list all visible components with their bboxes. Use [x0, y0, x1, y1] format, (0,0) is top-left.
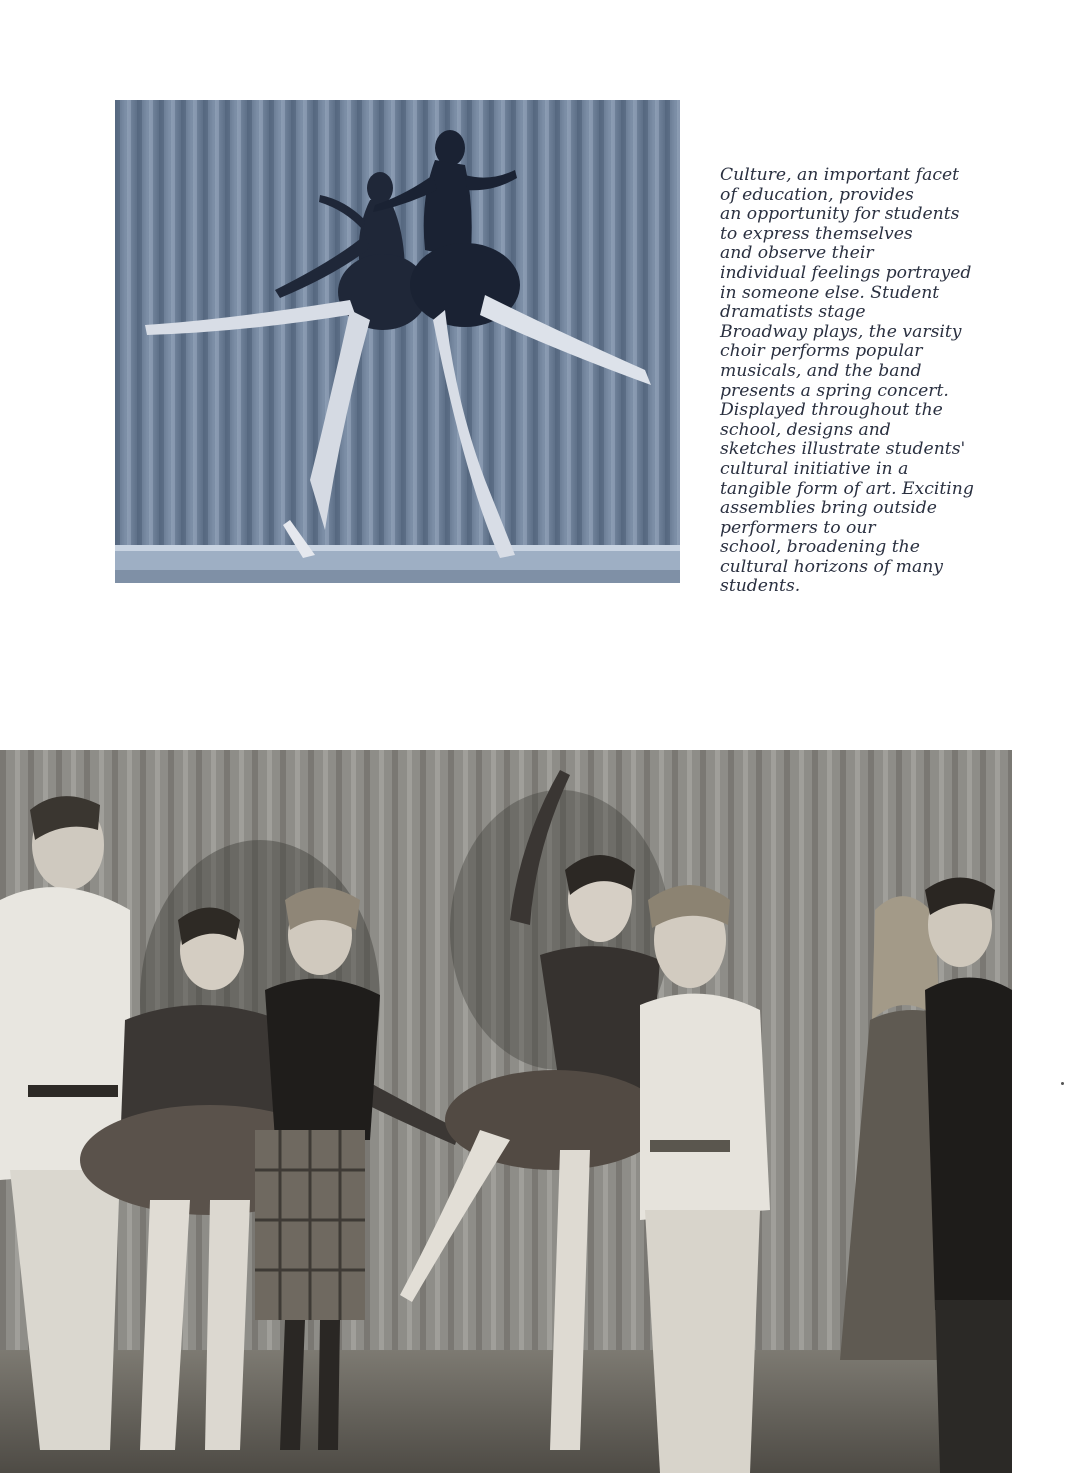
caption-line: cultural initiative in a	[720, 458, 909, 479]
caption-line: cultural horizons of many	[720, 556, 943, 577]
caption-line: assemblies bring outside	[720, 498, 937, 519]
students-group-photo	[0, 750, 1012, 1473]
caption-line: school, broadening the	[720, 537, 920, 558]
caption-line: Broadway plays, the varsity	[720, 321, 962, 342]
caption-line: an opportunity for students	[720, 204, 960, 225]
caption-line: of education, provides	[720, 184, 914, 205]
print-speck	[1061, 1082, 1064, 1085]
caption-line: performers to our	[720, 517, 876, 538]
caption-line: Displayed throughout the	[720, 400, 943, 421]
ballet-dancers-illustration	[115, 100, 680, 583]
caption-line: individual feelings portrayed	[720, 262, 972, 283]
caption-line: and observe their	[720, 243, 874, 264]
caption-line: students.	[720, 576, 801, 597]
caption-line: in someone else. Student	[720, 282, 940, 303]
caption-line: Culture, an important facet	[720, 165, 960, 185]
caption-line: choir performs popular	[720, 341, 923, 362]
students-group-illustration	[0, 750, 1012, 1473]
culture-caption	[720, 166, 1020, 597]
caption-line: presents a spring concert.	[720, 380, 949, 401]
caption-line: sketches illustrate students'	[720, 439, 966, 460]
caption-line: musicals, and the band	[720, 360, 922, 381]
ballet-dancers-photo	[115, 100, 680, 583]
caption-line: to express themselves	[720, 223, 913, 244]
caption-line: dramatists stage	[720, 302, 866, 323]
caption-line: tangible form of art. Exciting	[720, 478, 974, 499]
caption-line: school, designs and	[720, 419, 891, 440]
